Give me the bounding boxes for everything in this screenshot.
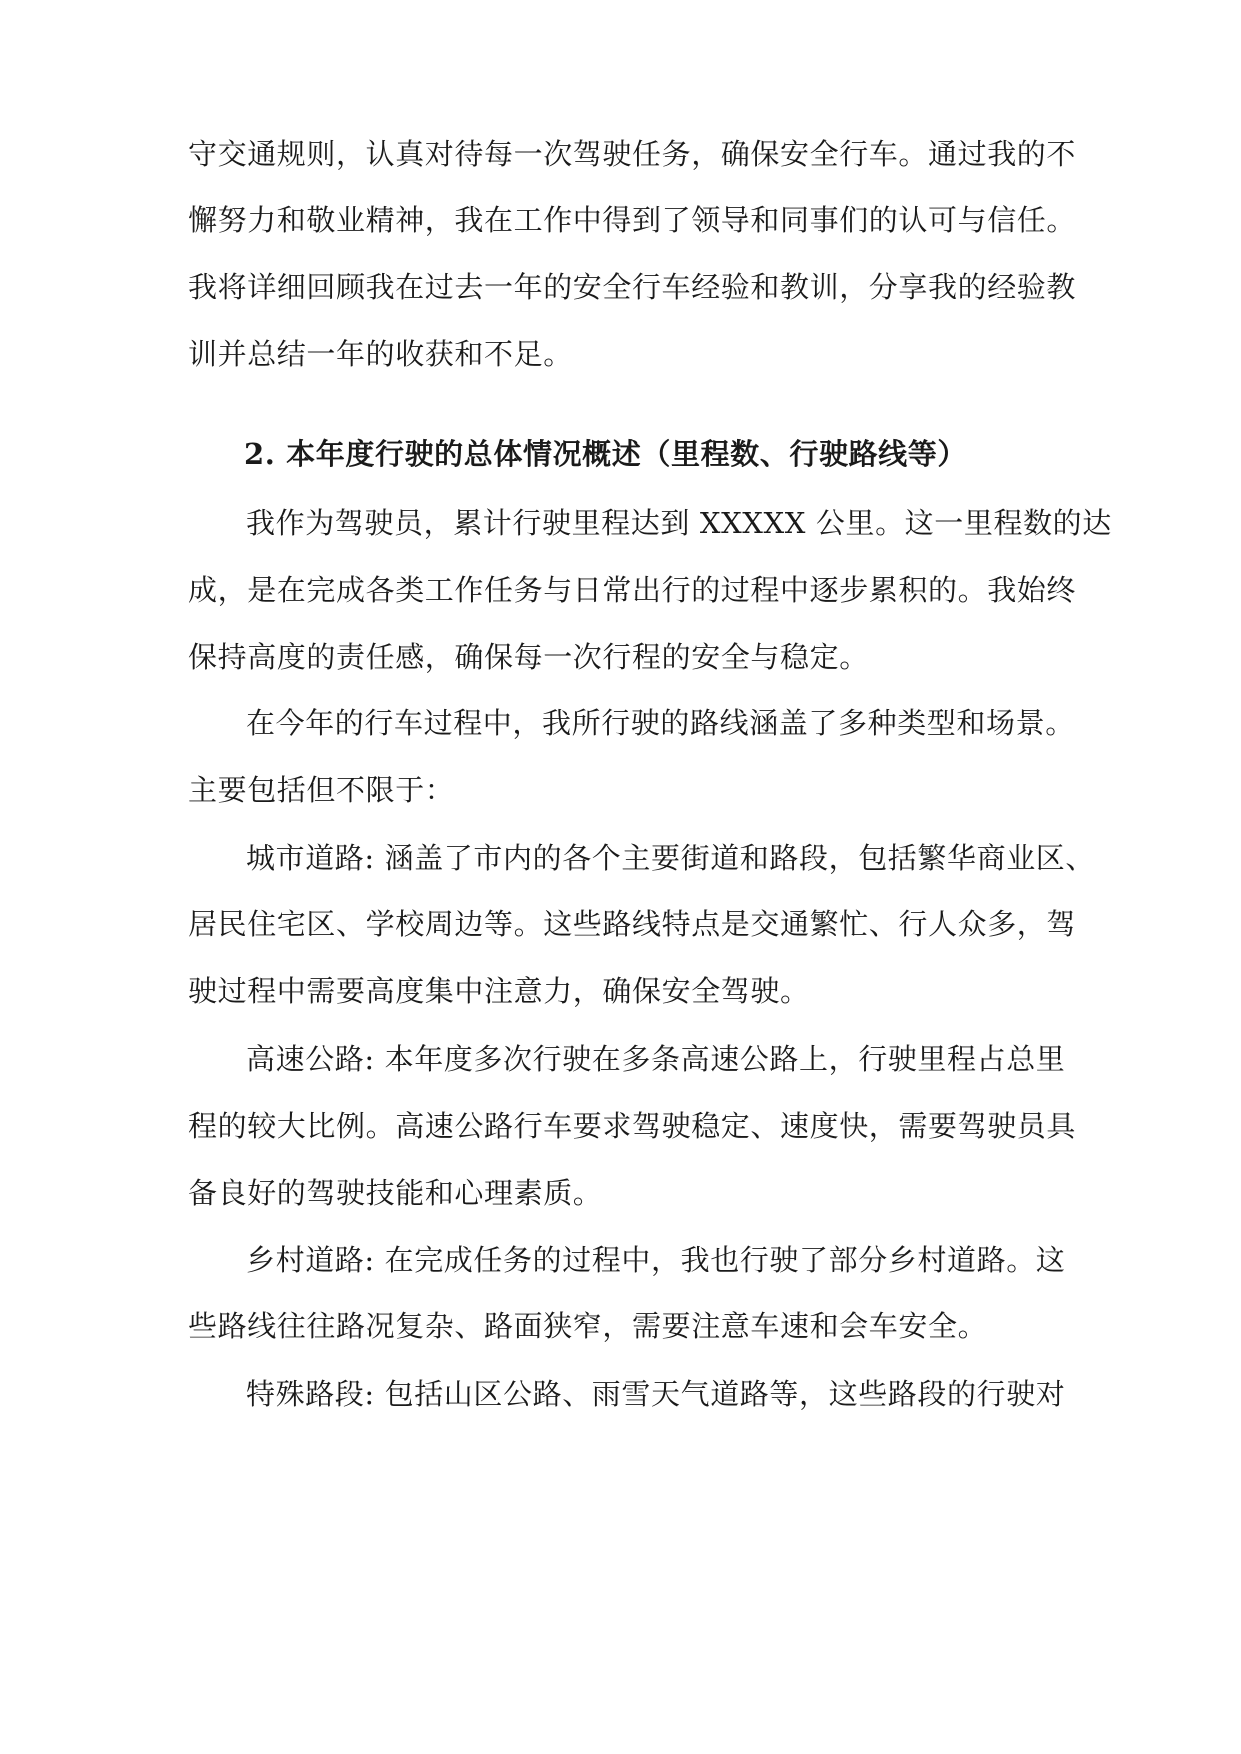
body-text-line: 主要包括但不限于：	[188, 773, 455, 807]
body-text-line: 居民住宅区、学校周边等。这些路线特点是交通繁忙、行人众多，驾	[188, 907, 1077, 941]
body-text-line: 懈努力和敬业精神，我在工作中得到了领导和同事们的认可与信任。	[188, 203, 1077, 237]
body-text-line: 保持高度的责任感，确保每一次行程的安全与稳定。	[188, 640, 869, 674]
paragraph-first-line: 城市道路: 涵盖了市内的各个主要街道和路段，包括繁华商业区、	[246, 841, 1095, 875]
paragraph-first-line: 特殊路段: 包括山区公路、雨雪天气道路等，这些路段的行驶对	[246, 1377, 1066, 1411]
paragraph-first-line: 我作为驾驶员，累计行驶里程达到 XXXXX 公里。这一里程数的达	[246, 506, 1112, 540]
body-text-line: 些路线往往路况复杂、路面狭窄，需要注意车速和会车安全。	[188, 1309, 988, 1343]
body-text-line: 驶过程中需要高度集中注意力，确保安全驾驶。	[188, 974, 810, 1008]
body-text-line: 程的较大比例。高速公路行车要求驾驶稳定、速度快，需要驾驶员具	[188, 1109, 1077, 1143]
paragraph-first-line: 乡村道路: 在完成任务的过程中，我也行驶了部分乡村道路。这	[246, 1243, 1066, 1277]
body-text-line: 成，是在完成各类工作任务与日常出行的过程中逐步累积的。我始终	[188, 573, 1077, 607]
paragraph-first-line: 在今年的行车过程中，我所行驶的路线涵盖了多种类型和场景。	[246, 706, 1075, 740]
paragraph-first-line: 高速公路: 本年度多次行驶在多条高速公路上，行驶里程占总里	[246, 1042, 1066, 1076]
body-text-line: 备良好的驾驶技能和心理素质。	[188, 1176, 603, 1210]
body-text-line: 训并总结一年的收获和不足。	[188, 337, 573, 371]
body-text-line: 我将详细回顾我在过去一年的安全行车经验和教训，分享我的经验教	[188, 270, 1077, 304]
section-heading: 2. 本年度行驶的总体情况概述（里程数、行驶路线等）	[244, 437, 967, 471]
body-text-line: 守交通规则，认真对待每一次驾驶任务，确保安全行车。通过我的不	[188, 137, 1077, 171]
